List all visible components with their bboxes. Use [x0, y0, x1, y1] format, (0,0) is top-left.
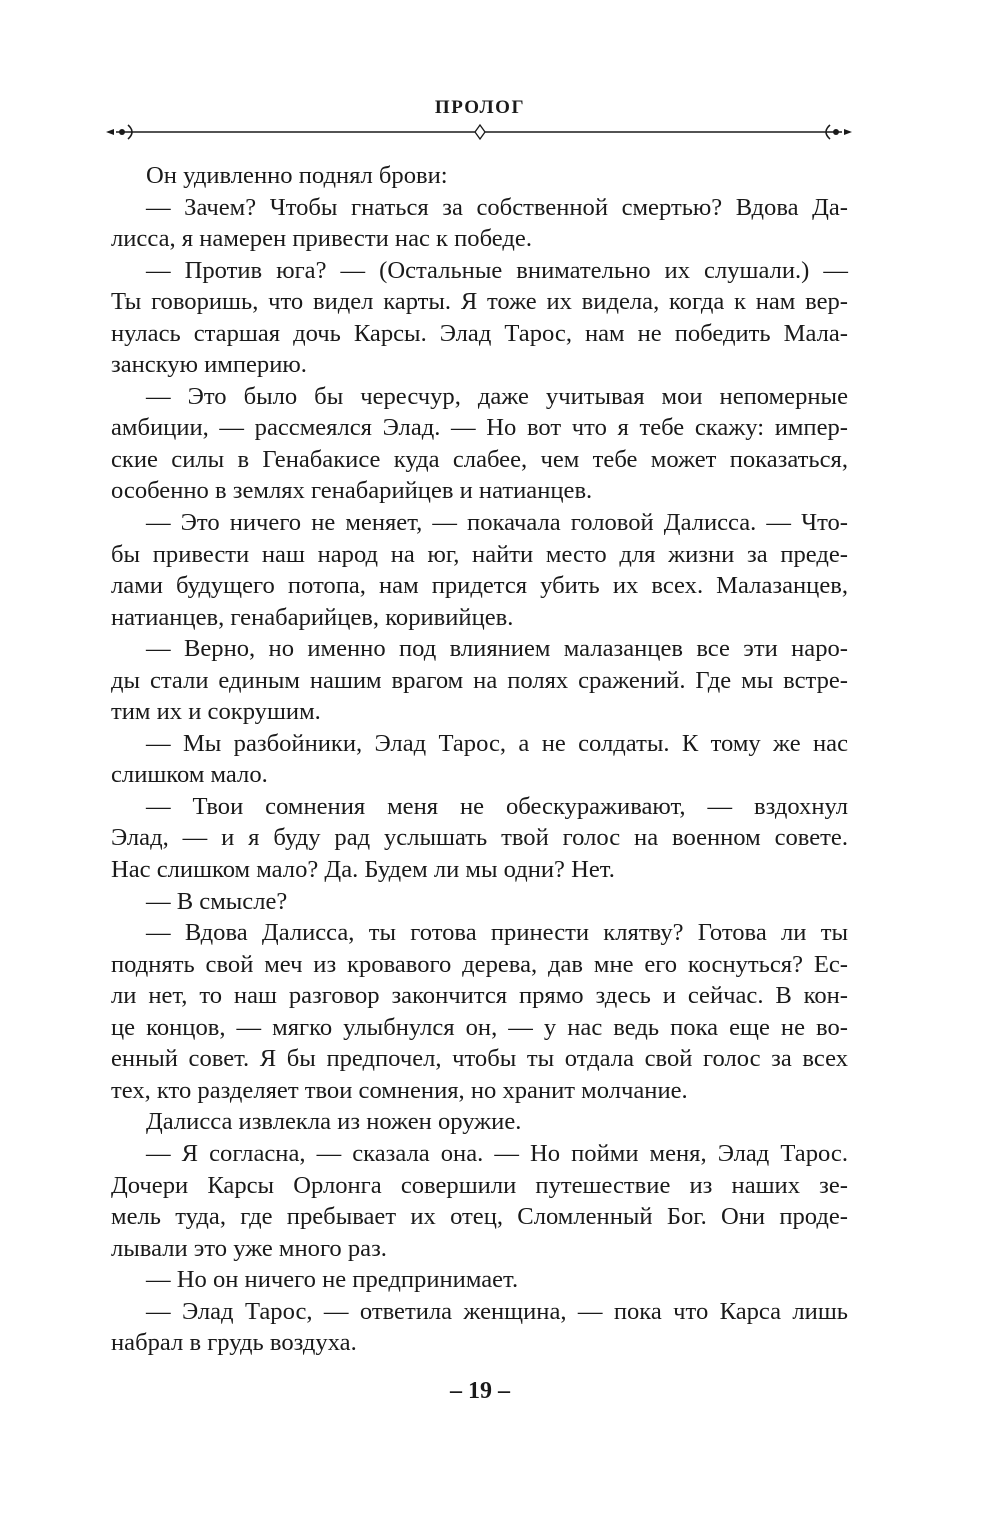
paragraph [111, 1296, 848, 1359]
text-line: натианцев, генабарийцев, коривийцев. [111, 603, 514, 631]
paragraph [111, 917, 848, 1106]
text-line: — В смысле? [146, 887, 288, 915]
text-line: тим их и сокрушим. [111, 698, 321, 726]
text-line: Нас слишком мало? Да. Будем ли мы одни? Нет. [111, 856, 615, 884]
text-line: особенно в землях генабарийцев и натианцев. [111, 477, 593, 505]
text-line: занскую империю. [111, 351, 307, 379]
paragraph [111, 728, 848, 791]
text-line: — Верно, но именно под влиянием малазанцев все эти наро- [146, 635, 848, 663]
text-line: — Это ничего не меняет, — покачала головой Далисса. — Что- [146, 509, 848, 537]
text-line: ли нет, то наш разговор закончится прямо здесь и сейчас. В кон- [111, 982, 848, 1010]
text-line: лывали это уже много раз. [111, 1234, 387, 1262]
body-text [111, 160, 848, 1359]
text-line: Он удивленно поднял брови: [146, 162, 448, 189]
text-line: Ты говоришь, что видел карты. Я тоже их видела, когда к нам вер- [111, 288, 848, 316]
text-line: енный совет. Я бы предпочел, чтобы ты отдала свой голос за всех [111, 1045, 848, 1073]
text-line: — Я согласна, — сказала она. — Но пойми меня, Элад Тарос. [146, 1139, 848, 1167]
paragraph [111, 886, 848, 918]
text-line: поднять свой меч из кровавого дерева, дав мне его коснуться? Ес- [111, 950, 848, 978]
text-line: лами будущего потопа, нам придется убить их всех. Малазанцев, [111, 572, 848, 600]
page-number: – 19 – [450, 1378, 510, 1404]
text-line: — Против юга? — (Остальные внимательно их слушали.) — [146, 256, 848, 284]
text-line: набрал в грудь воздуха. [111, 1329, 357, 1357]
paragraph [111, 1106, 848, 1138]
text-line: тех, кто разделяет твои сомнения, но хранит молчание. [111, 1076, 688, 1104]
running-head-title: ПРОЛОГ [434, 97, 526, 118]
text-line: мель туда, где пребывает их отец, Сломленный Бог. Они проде- [111, 1203, 848, 1231]
text-line: це концов, — мягко улыбнулся он, — у нас ведь пока еще не во- [111, 1013, 848, 1041]
paragraph [111, 791, 848, 886]
text-line: — Вдова Далисса, ты готова принести клятву? Готова ли ты [146, 919, 848, 947]
paragraph [111, 160, 848, 192]
text-line: бы привести наш народ на юг, найти место для жизни за преде- [111, 540, 848, 568]
text-line: — Зачем? Чтобы гнаться за собственной смертью? Вдова Да- [146, 193, 848, 221]
text-line: слишком мало. [111, 761, 268, 789]
paragraph [111, 633, 848, 728]
paragraph [111, 192, 848, 255]
text-line: Далисса извлекла из ножен оружие. [146, 1108, 522, 1136]
paragraph [111, 1138, 848, 1264]
text-line: — Элад Тарос, — ответила женщина, — пока что Карса лишь [146, 1297, 848, 1325]
text-line: лисса, я намерен привести нас к победе. [111, 225, 532, 253]
header-ornament-rule [104, 120, 854, 144]
text-line: нулась старшая дочь Карсы. Элад Тарос, нам не победить Мала- [111, 319, 848, 347]
paragraph [111, 381, 848, 507]
text-line: ские силы в Генабакисе куда слабее, чем тебе может показаться, [111, 445, 848, 473]
paragraph [111, 1264, 848, 1296]
text-line: Дочери Карсы Орлонга совершили путешествие из наших зе- [111, 1171, 848, 1199]
text-line: ды стали единым нашим врагом на полях сражений. Где мы встре- [111, 666, 848, 694]
text-line: амбиции, — рассмеялся Элад. — Но вот что я тебе скажу: импер- [111, 414, 848, 442]
paragraph [111, 255, 848, 381]
text-line: — Твои сомнения меня не обескураживают, — вздохнул [146, 792, 848, 820]
text-line: Элад, — и я буду рад услышать твой голос на военном совете. [111, 824, 848, 852]
text-line: — Мы разбойники, Элад Тарос, а не солдаты. К тому же нас [146, 729, 848, 757]
paragraph [111, 507, 848, 633]
text-line: — Но он ничего не предпринимает. [146, 1266, 519, 1294]
text-line: — Это было бы чересчур, даже учитывая мои непомерные [146, 382, 848, 410]
